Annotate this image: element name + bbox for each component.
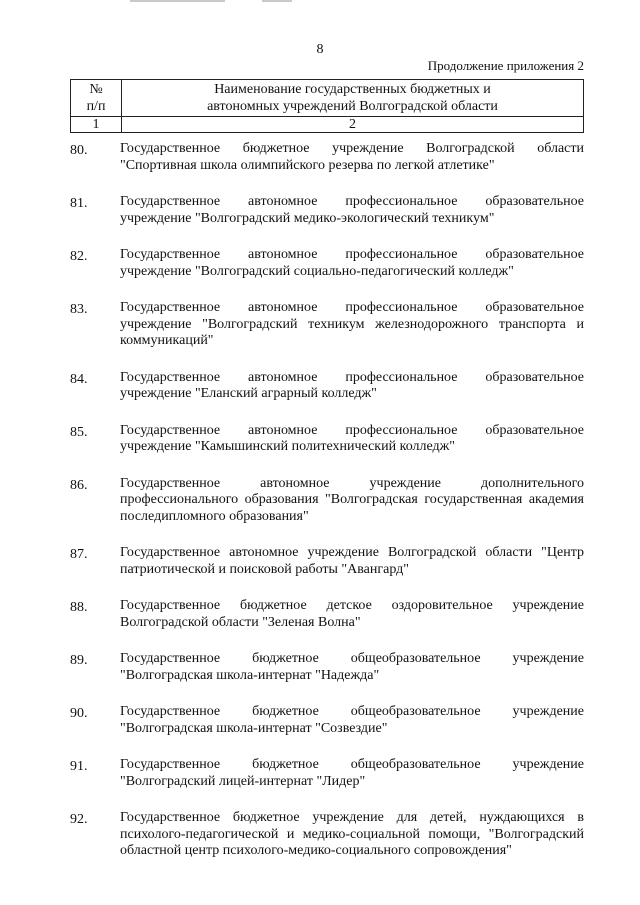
institution-name: Государственное автономное профессиональное образовательное учреждение "Волгоградский медико-экологический техникум" [120, 194, 584, 226]
scan-mark-right [262, 0, 292, 2]
institution-name: Государственное бюджетное учреждение для детей, нуждающихся в психолого-педагогической и медико-социальной помощи, "Волгоградский областной центр психолого-медико-социального сопровождения" [120, 810, 584, 858]
institution-name: Государственное автономное учреждение дополнительного профессионального образования "Волгоградская государственная академия последипломного образования" [120, 475, 584, 524]
institution-name: Государственное бюджетное общеобразовательное учреждение "Волгоградская школа-интернат "Надежда" [120, 651, 584, 683]
institution-name: Государственное бюджетное учреждение Волгоградской области "Спортивная школа олимпийского резерва по легкой атлетике" [120, 141, 584, 173]
row-number: 90. [70, 706, 88, 721]
row-number: 84. [70, 371, 88, 387]
institution-name: Государственное бюджетное общеобразовательное учреждение "Волгоградская школа-интернат "Созвездие" [120, 704, 584, 736]
institutions-list [70, 141, 584, 880]
row-number: 92. [70, 812, 88, 827]
institution-name: Государственное автономное профессиональное образовательное учреждение "Волгоградский социально-педагогический колледж" [120, 247, 584, 279]
row-number: 88. [70, 600, 88, 615]
list-item [70, 247, 584, 280]
list-item [70, 476, 584, 526]
list-item [70, 810, 584, 860]
list-item [70, 704, 584, 737]
institution-name: Государственное автономное профессиональное образовательное учреждение "Камышинский политехнический колледж" [120, 422, 584, 454]
header-name-label: Наименование государственных бюджетных и автономных учреждений Волгоградской области [207, 82, 498, 114]
list-item [70, 545, 584, 578]
row-number: 83. [70, 302, 88, 317]
row-number: 82. [70, 249, 88, 264]
row-number: 80. [70, 143, 88, 158]
list-item [70, 194, 584, 227]
page-number: 8 [316, 42, 324, 57]
column-number-row [71, 117, 584, 133]
list-item [70, 423, 584, 456]
list-item [70, 757, 584, 790]
continuation-note: Продолжение приложения 2 [427, 58, 584, 73]
row-number: 91. [70, 759, 88, 774]
list-item [70, 370, 584, 403]
row-number: 86. [70, 477, 88, 493]
header-num-cell [71, 80, 122, 117]
row-number: 89. [70, 653, 88, 668]
institution-name: Государственное автономное профессиональное образовательное учреждение "Волгоградский техникум железнодорожного транспорта и коммуникаций" [120, 300, 584, 348]
row-number: 87. [70, 547, 88, 562]
scan-mark-left [130, 0, 225, 2]
list-item [70, 300, 584, 350]
row-number: 85. [70, 424, 88, 440]
column-number-1: 1 [71, 117, 122, 133]
row-number: 81. [70, 196, 88, 211]
institution-name: Государственное автономное профессиональное образовательное учреждение "Еланский аграрный колледж" [120, 369, 584, 401]
list-item [70, 598, 584, 631]
header-name-cell [122, 80, 584, 117]
institutions-table-header [70, 79, 584, 133]
institution-name: Государственное бюджетное детское оздоровительное учреждение Волгоградской области "Зеленая Волна" [120, 598, 584, 630]
institution-name: Государственное бюджетное общеобразовательное учреждение "Волгоградский лицей-интернат "Лидер" [120, 757, 584, 789]
institution-name: Государственное автономное учреждение Волгоградской области "Центр патриотической и поисковой работы "Авангард" [120, 545, 584, 577]
table-header-row [71, 80, 584, 117]
list-item [70, 651, 584, 684]
list-item [70, 141, 584, 174]
column-number-2: 2 [122, 117, 584, 133]
header-num-label: № п/п [86, 82, 106, 114]
